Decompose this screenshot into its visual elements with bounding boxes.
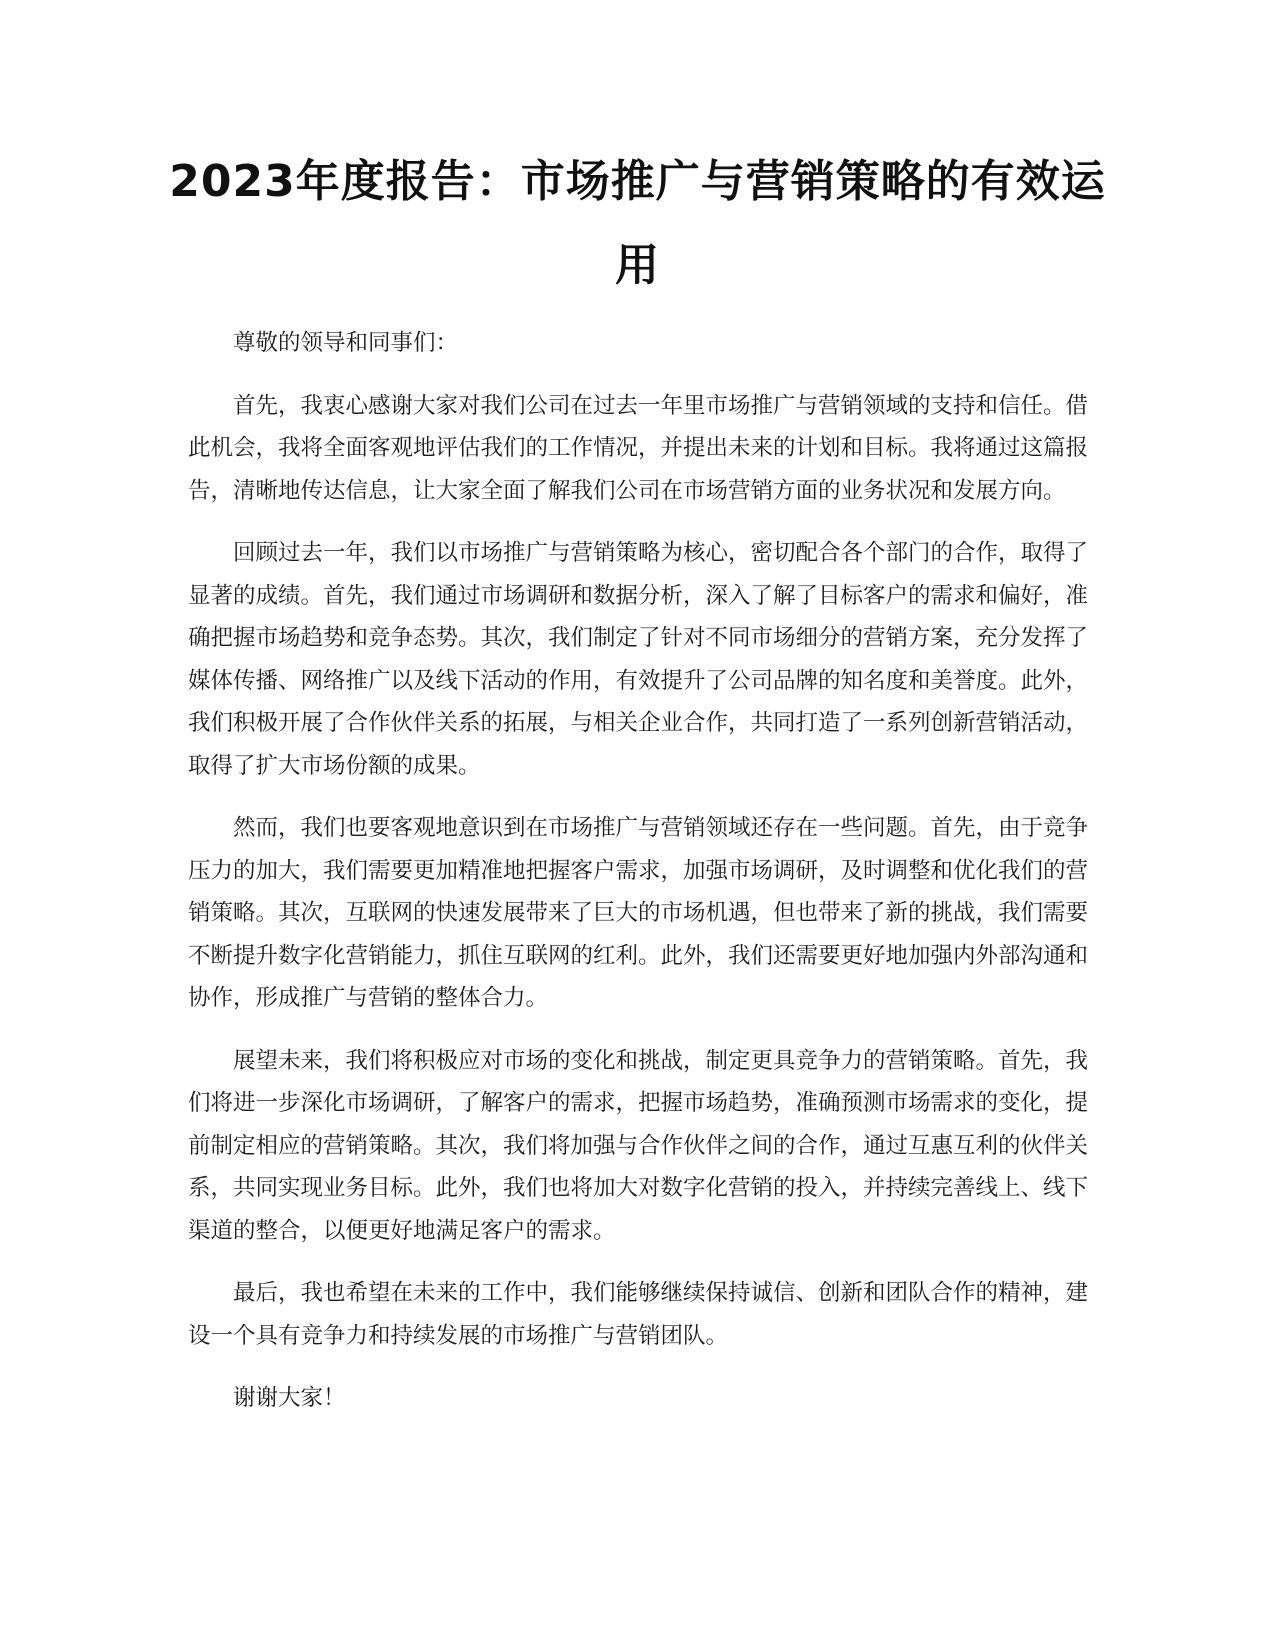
outlook-paragraph: 展望未来，我们将积极应对市场的变化和挑战，制定更具竞争力的营销策略。首先，我们将进一步深化市场调研，了解客户的需求，把握市场趋势，准确预测市场需求的变化，提前制定相应的营销策略。其次，我们将加强与合作伙伴之间的合作，通过互惠互利的伙伴关系，共同实现业务目标。此外，我们也将加大对数字化营销的投入，并持续完善线上、线下渠道的整合，以便更好地满足客户的需求。 xyxy=(188,1047,1089,1244)
closing-paragraph: 最后，我也希望在未来的工作中，我们能够继续保持诚信、创新和团队合作的精神，建设一个具有竞争力和持续发展的市场推广与营销团队。 xyxy=(188,1280,1089,1349)
intro-paragraph: 首先，我衷心感谢大家对我们公司在过去一年里市场推广与营销领域的支持和信任。借此机会，我将全面客观地评估我们的工作情况，并提出未来的计划和目标。我将通过这篇报告，清晰地传达信息，让大家全面了解我们公司在市场营销方面的业务状况和发展方向。 xyxy=(188,392,1089,504)
issues-paragraph: 然而，我们也要客观地意识到在市场推广与营销领域还存在一些问题。首先，由于竞争压力的加大，我们需要更加精准地把握客户需求，加强市场调研，及时调整和优化我们的营销策略。其次，互联网的快速发展带来了巨大的市场机遇，但也带来了新的挑战，我们需要不断提升数字化营销能力，抓住互联网的红利。此外，我们还需要更好地加强内外部沟通和协作，形成推广与营销的整体合力。 xyxy=(188,815,1089,1011)
review-paragraph: 回顾过去一年，我们以市场推广与营销策略为核心，密切配合各个部门的合作，取得了显著的成绩。首先，我们通过市场调研和数据分析，深入了解了目标客户的需求和偏好，准确把握市场趋势和竞争态势。其次，我们制定了针对不同市场细分的营销方案，充分发挥了媒体传播、网络推广以及线下活动的作用，有效提升了公司品牌的知名度和美誉度。此外，我们积极开展了合作伙伴关系的拓展，与相关企业合作，共同打造了一系列创新营销活动，取得了扩大市场份额的成果。 xyxy=(188,540,1089,779)
document-body xyxy=(188,322,1088,1440)
thanks-paragraph: 谢谢大家！ xyxy=(233,1385,346,1411)
document-title: 2023年度报告：市场推广与营销策略的有效运用 xyxy=(169,156,1106,291)
salutation-paragraph: 尊敬的领导和同事们： xyxy=(233,330,459,356)
